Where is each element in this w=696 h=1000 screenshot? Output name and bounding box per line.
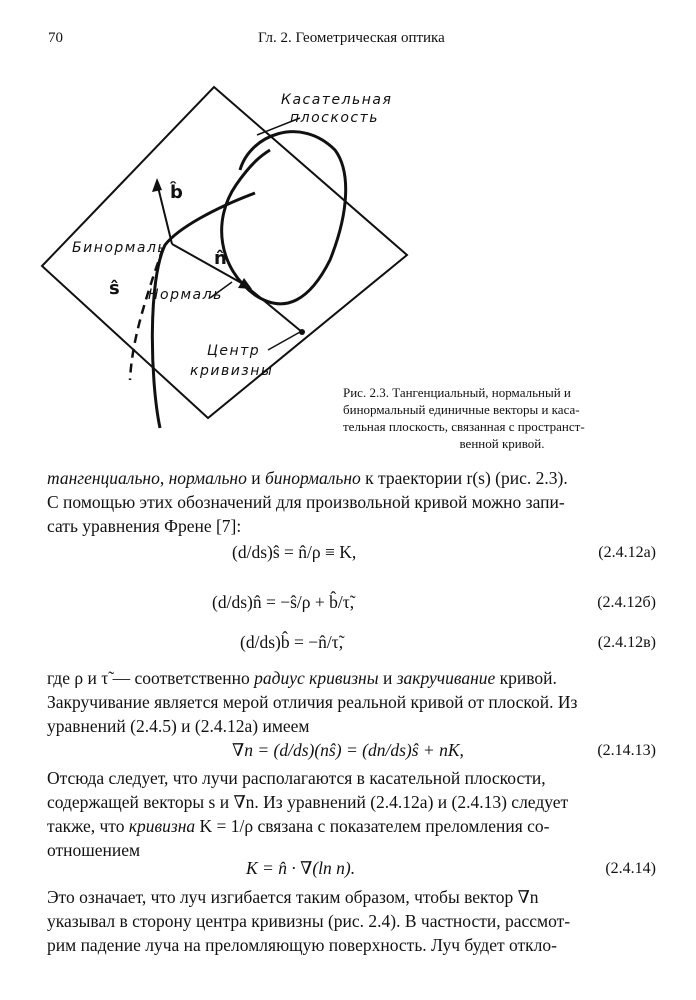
- text-line: рим падение луча на преломляющую поверхность. Луч будет откло-: [47, 935, 557, 955]
- running-title: Гл. 2. Геометрическая оптика: [258, 30, 445, 46]
- text-line: [47, 814, 657, 838]
- text-line: [47, 466, 657, 490]
- space-curve: [222, 132, 346, 304]
- equation-number: (2.4.12б): [597, 594, 656, 611]
- term-binormal: бинормально: [264, 468, 361, 488]
- paragraph-2: [47, 666, 657, 738]
- equation-2-4-12b: (d/ds)n̂ = −ŝ/ρ + b̂/τ̃,: [212, 592, 355, 612]
- text-line: уравнений (2.4.5) и (2.4.12а) имеем: [47, 716, 310, 736]
- caption-line: тельная плоскость, связанная с пространст-: [343, 419, 585, 434]
- paragraph-1: [47, 466, 657, 538]
- label-vector-b: b̂: [170, 182, 183, 203]
- text-span: и: [246, 468, 265, 488]
- label-vector-s: ŝ: [109, 278, 120, 299]
- text-line: Это означает, что луч изгибается таким образом, чтобы вектор ∇n: [47, 887, 539, 907]
- term-curvature-radius: радиус кривизны: [254, 668, 379, 688]
- label-center-2: кривизны: [190, 363, 274, 379]
- label-binormal: Бинормаль: [72, 240, 168, 256]
- text-span: кривой.: [495, 668, 557, 688]
- paragraph-3: [47, 766, 657, 862]
- text-line: Отсюда следует, что лучи располагаются в касательной плоскости,: [47, 768, 546, 788]
- text-span: к траектории r(s) (рис. 2.3).: [360, 468, 568, 488]
- label-normal: Нормаль: [148, 287, 223, 303]
- label-center-1: Центр: [207, 343, 261, 359]
- caption-line: Рис. 2.3. Тангенциальный, нормальный и: [343, 385, 571, 400]
- text-line: содержащей векторы s и ∇n. Из уравнений (2.4.12а) и (2.4.13) следует: [47, 792, 569, 812]
- text-span: ,: [159, 468, 169, 488]
- label-vector-n: n̂: [214, 248, 227, 269]
- text-line: указывал в сторону центра кривизны (рис. 2.4). В частности, рассмот-: [47, 911, 571, 931]
- text-line: отношением: [47, 840, 141, 860]
- text-line: С помощью этих обозначений для произвольной кривой можно запи-: [47, 492, 565, 512]
- equation-2-4-12v: (d/ds)b̂ = −n̂/τ̃,: [240, 632, 344, 652]
- text-span: где ρ и τ̃ — соответственно: [47, 668, 255, 688]
- term-curvature: кривизна: [128, 816, 196, 836]
- equation-number: (2.4.12а): [598, 544, 656, 561]
- paragraph-4: [47, 885, 657, 957]
- label-tangent-plane-2: плоскость: [290, 110, 379, 126]
- text-line: [47, 666, 657, 690]
- caption-line: бинормальный единичные векторы и каса-: [343, 402, 580, 417]
- normal-vector: [172, 244, 245, 285]
- equation-2-14-13: ∇n = (d/ds)(nŝ) = (dn/ds)ŝ + nK,: [232, 740, 464, 760]
- term-torsion: закручивание: [396, 668, 496, 688]
- text-span: и: [378, 668, 397, 688]
- page-number: 70: [48, 30, 63, 46]
- label-tangent-plane-1: Касательная: [281, 92, 393, 108]
- radius-line: [245, 285, 302, 332]
- text-span: K = 1/ρ связана с показателем преломления со-: [195, 816, 550, 836]
- text-line: Закручивание является мерой отличия реальной кривой от плоской. Из: [47, 692, 578, 712]
- term-normal: нормально: [168, 468, 247, 488]
- term-tangential: тангенциально: [47, 468, 160, 488]
- text-span: также, что: [47, 816, 129, 836]
- equation-2-4-12a: (d/ds)ŝ = n̂/ρ ≡ K,: [232, 542, 357, 562]
- binormal-arrowhead: [152, 178, 162, 192]
- equation-2-4-14: K = n̂ · ∇(ln n).: [246, 858, 356, 878]
- equation-number: (2.14.13): [597, 742, 656, 759]
- equation-number: (2.4.14): [605, 860, 656, 877]
- equation-number: (2.4.12в): [597, 634, 656, 651]
- figure-caption: [343, 384, 661, 452]
- text-line: сать уравнения Френе [7]:: [47, 516, 242, 536]
- caption-line: венной кривой.: [459, 436, 545, 451]
